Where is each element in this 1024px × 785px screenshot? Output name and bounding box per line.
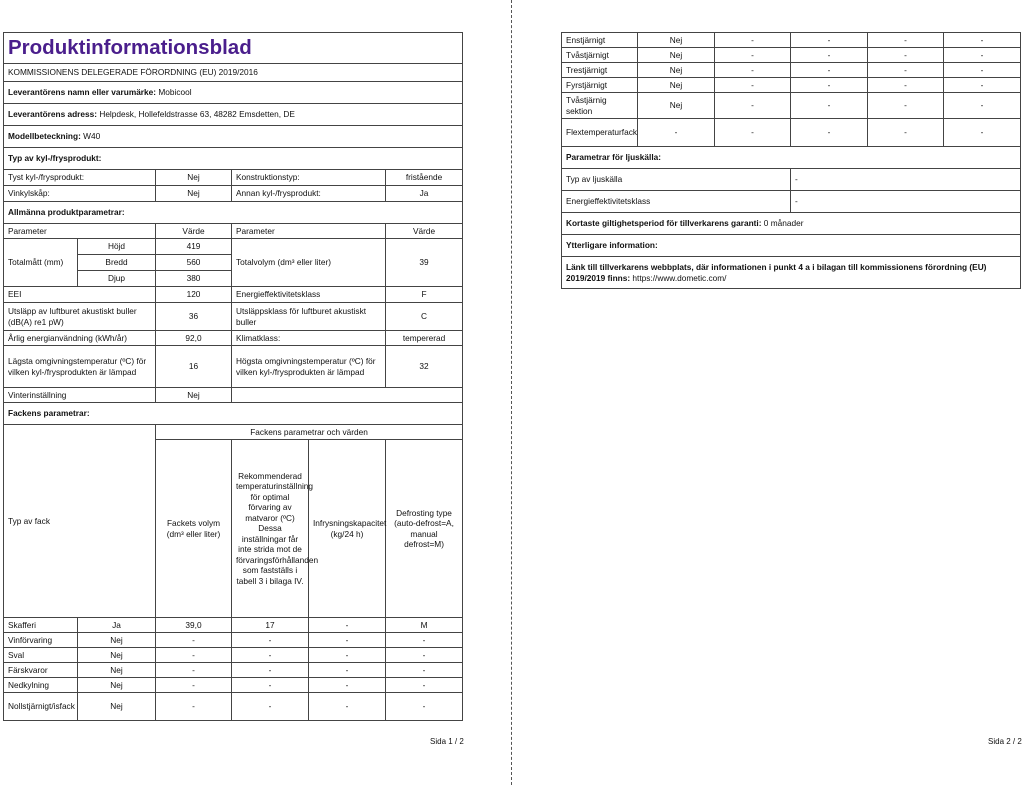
manufacturer-link[interactable]: https://www.dometic.com/ (632, 272, 727, 283)
compartment-defrost: - (944, 63, 1021, 78)
annual-label: Årlig energianvändning (kWh/år) (4, 331, 156, 346)
compartment-volume: - (156, 663, 232, 678)
compartment-defrost: - (386, 648, 463, 663)
compartment-temp: - (791, 78, 868, 93)
compartment-volume: - (715, 93, 791, 119)
depth-label: Djup (78, 271, 156, 287)
compartment-present: Nej (78, 648, 156, 663)
compartment-volume: - (715, 48, 791, 63)
compartment-defrost: - (944, 33, 1021, 48)
compartment-present: Nej (638, 93, 715, 119)
compartment-volume: 39,0 (156, 618, 232, 633)
construction-value: fristående (386, 170, 463, 186)
winter-value: Nej (156, 388, 232, 403)
compartment-present: Nej (78, 693, 156, 721)
depth-value: 380 (156, 271, 232, 287)
compartment-name: Nollstjärnigt/isfack (4, 693, 78, 721)
compartment-row (562, 33, 1021, 48)
col-param2: Parameter (232, 224, 386, 239)
warranty-row: Kortaste giltighetsperiod för tillverkarens garanti: 0 månader (562, 213, 1021, 235)
compartment-present: Ja (78, 618, 156, 633)
comp-col-temp: Rekommenderad temperaturinställning för optimal förvaring av matvaror (ºC) Dessa inställningar får inte strida mot de förvaringsförhållanden som fastställs i tabell 3 i bilaga IV. (232, 440, 309, 618)
light-class-value: - (791, 191, 1021, 213)
comp-col-volume: Fackets volym (dm³ eller liter) (156, 440, 232, 618)
more-header: Ytterligare information: (562, 235, 1021, 257)
link-row: Länk till tillverkarens webbplats, där informationen i punkt 4 a i bilagan till kommissionens förordning (EU) 2019/2019 finns: https://www.dometic.com/ (562, 257, 1021, 289)
compartment-present: Nej (78, 633, 156, 648)
compartment-defrost: - (386, 633, 463, 648)
compartment-defrost: M (386, 618, 463, 633)
compartment-freeze: - (309, 633, 386, 648)
compartment-name: Trestjärnigt (562, 63, 638, 78)
compartment-temp: - (791, 63, 868, 78)
compartment-name: Färskvaror (4, 663, 78, 678)
regulation-subtitle: KOMMISSIONENS DELEGERADE FÖRORDNING (EU) 2019/2016 (4, 64, 463, 82)
compartment-temp: 17 (232, 618, 309, 633)
max-temp-value: 32 (386, 346, 463, 388)
compartment-volume: - (715, 63, 791, 78)
compartment-row (4, 633, 463, 648)
light-type-value: - (791, 169, 1021, 191)
quiet-value: Nej (156, 170, 232, 186)
compartment-present: Nej (638, 78, 715, 93)
noise-class-label: Utsläppsklass för luftburet akustiskt buller (232, 303, 386, 331)
compartment-defrost: - (386, 693, 463, 721)
compartment-freeze: - (309, 648, 386, 663)
compartment-row (4, 648, 463, 663)
compartment-name: Skafferi (4, 618, 78, 633)
page-divider (511, 0, 512, 785)
compartment-temp: - (791, 119, 868, 147)
compartment-name: Tvåstjärnig sektion (562, 93, 638, 119)
general-header: Allmänna produktparametrar: (4, 202, 463, 224)
compartment-freeze: - (868, 63, 944, 78)
compartment-freeze: - (309, 693, 386, 721)
noise-label: Utsläpp av luftburet akustiskt buller (dB(A) re1 pW) (4, 303, 156, 331)
winter-empty (232, 388, 463, 403)
compartment-volume: - (715, 119, 791, 147)
noise-class-value: C (386, 303, 463, 331)
compartment-header: Fackens parametrar: (4, 403, 463, 425)
compartment-volume: - (156, 633, 232, 648)
volume-label: Totalvolym (dm³ eller liter) (232, 239, 386, 287)
eei-value: 120 (156, 287, 232, 303)
compartment-volume: - (156, 678, 232, 693)
compartment-volume: - (156, 648, 232, 663)
compartment-row (4, 678, 463, 693)
col-value: Värde (156, 224, 232, 239)
other-label: Annan kyl-/frysprodukt: (232, 186, 386, 202)
compartment-row (562, 63, 1021, 78)
other-value: Ja (386, 186, 463, 202)
page-number: Sida 1 / 2 (430, 737, 464, 746)
compartment-temp: - (232, 693, 309, 721)
climate-value: tempererad (386, 331, 463, 346)
compartment-name: Sval (4, 648, 78, 663)
compartment-freeze: - (309, 618, 386, 633)
energy-class-value: F (386, 287, 463, 303)
compartment-temp: - (791, 93, 868, 119)
width-value: 560 (156, 255, 232, 271)
compartment-row (4, 693, 463, 721)
compartment-present: Nej (78, 663, 156, 678)
address-row: Leverantörens adress: Helpdesk, Hollefeldstrasse 63, 48282 Emsdetten, DE (4, 104, 463, 126)
climate-label: Klimatklass: (232, 331, 386, 346)
energy-class-label: Energieffektivitetsklass (232, 287, 386, 303)
light-class-label: Energieffektivitetsklass (562, 191, 791, 213)
compartment-defrost: - (386, 678, 463, 693)
compartment-temp: - (232, 678, 309, 693)
supplier-row: Leverantörens namn eller varumärke: Mobicool (4, 82, 463, 104)
compartment-row (562, 93, 1021, 119)
height-label: Höjd (78, 239, 156, 255)
height-value: 419 (156, 239, 232, 255)
winter-label: Vinterinställning (4, 388, 156, 403)
comp-col-defrost: Defrosting type (auto-defrost=A, manual defrost=M) (386, 440, 463, 618)
compartment-defrost: - (944, 93, 1021, 119)
compartment-freeze: - (868, 33, 944, 48)
dims-label: Totalmått (mm) (4, 239, 78, 287)
quiet-label: Tyst kyl-/frysprodukt: (4, 170, 156, 186)
wine-label: Vinkylskåp: (4, 186, 156, 202)
compartment-row (4, 618, 463, 633)
compartment-defrost: - (944, 119, 1021, 147)
compartment-volume: - (715, 33, 791, 48)
light-type-label: Typ av ljuskälla (562, 169, 791, 191)
model-row: Modellbeteckning: W40 (4, 126, 463, 148)
compartment-row (562, 48, 1021, 63)
comp-col-freeze: Infrysningskapacitet (kg/24 h) (309, 440, 386, 618)
light-header: Parametrar för ljuskälla: (562, 147, 1021, 169)
compartment-row (562, 119, 1021, 147)
compartment-freeze: - (309, 678, 386, 693)
compartment-present: Nej (638, 63, 715, 78)
compartment-defrost: - (386, 663, 463, 678)
compartment-temp: - (232, 648, 309, 663)
compartment-name: Flextemperaturfack (562, 119, 638, 147)
compartment-present: Nej (638, 48, 715, 63)
comp-type-label: Typ av fack (4, 425, 156, 618)
min-temp-value: 16 (156, 346, 232, 388)
volume-value: 39 (386, 239, 463, 287)
compartment-present: Nej (638, 33, 715, 48)
compartment-present: Nej (78, 678, 156, 693)
compartment-temp: - (791, 33, 868, 48)
compartment-name: Vinförvaring (4, 633, 78, 648)
page-title: Produktinformationsblad (4, 33, 463, 64)
compartment-row (562, 78, 1021, 93)
max-temp-label: Högsta omgivningstemperatur (ºC) för vilken kyl-/frysprodukten är lämpad (232, 346, 386, 388)
width-label: Bredd (78, 255, 156, 271)
eei-label: EEI (4, 287, 156, 303)
construction-label: Konstruktionstyp: (232, 170, 386, 186)
compartment-volume: - (715, 78, 791, 93)
compartment-defrost: - (944, 78, 1021, 93)
page-number-2: Sida 2 / 2 (988, 737, 1022, 746)
compartment-freeze: - (868, 119, 944, 147)
compartment-temp: - (232, 663, 309, 678)
compartment-name: Enstjärnigt (562, 33, 638, 48)
comp-group-label: Fackens parametrar och värden (156, 425, 463, 440)
page1-sheet (3, 32, 463, 721)
col-param: Parameter (4, 224, 156, 239)
compartment-temp: - (232, 633, 309, 648)
compartment-name: Tvåstjärnigt (562, 48, 638, 63)
compartment-defrost: - (944, 48, 1021, 63)
compartment-freeze: - (868, 93, 944, 119)
annual-value: 92,0 (156, 331, 232, 346)
compartment-freeze: - (868, 78, 944, 93)
compartment-present: - (638, 119, 715, 147)
compartment-freeze: - (868, 48, 944, 63)
compartment-row (4, 663, 463, 678)
compartment-name: Fyrstjärnigt (562, 78, 638, 93)
compartment-volume: - (156, 693, 232, 721)
wine-value: Nej (156, 186, 232, 202)
compartment-freeze: - (309, 663, 386, 678)
type-header: Typ av kyl-/frysprodukt: (4, 148, 463, 170)
min-temp-label: Lägsta omgivningstemperatur (ºC) för vilken kyl-/frysprodukten är lämpad (4, 346, 156, 388)
compartment-name: Nedkylning (4, 678, 78, 693)
page2-sheet (561, 32, 1021, 289)
compartment-temp: - (791, 48, 868, 63)
noise-value: 36 (156, 303, 232, 331)
col-value2: Värde (386, 224, 463, 239)
